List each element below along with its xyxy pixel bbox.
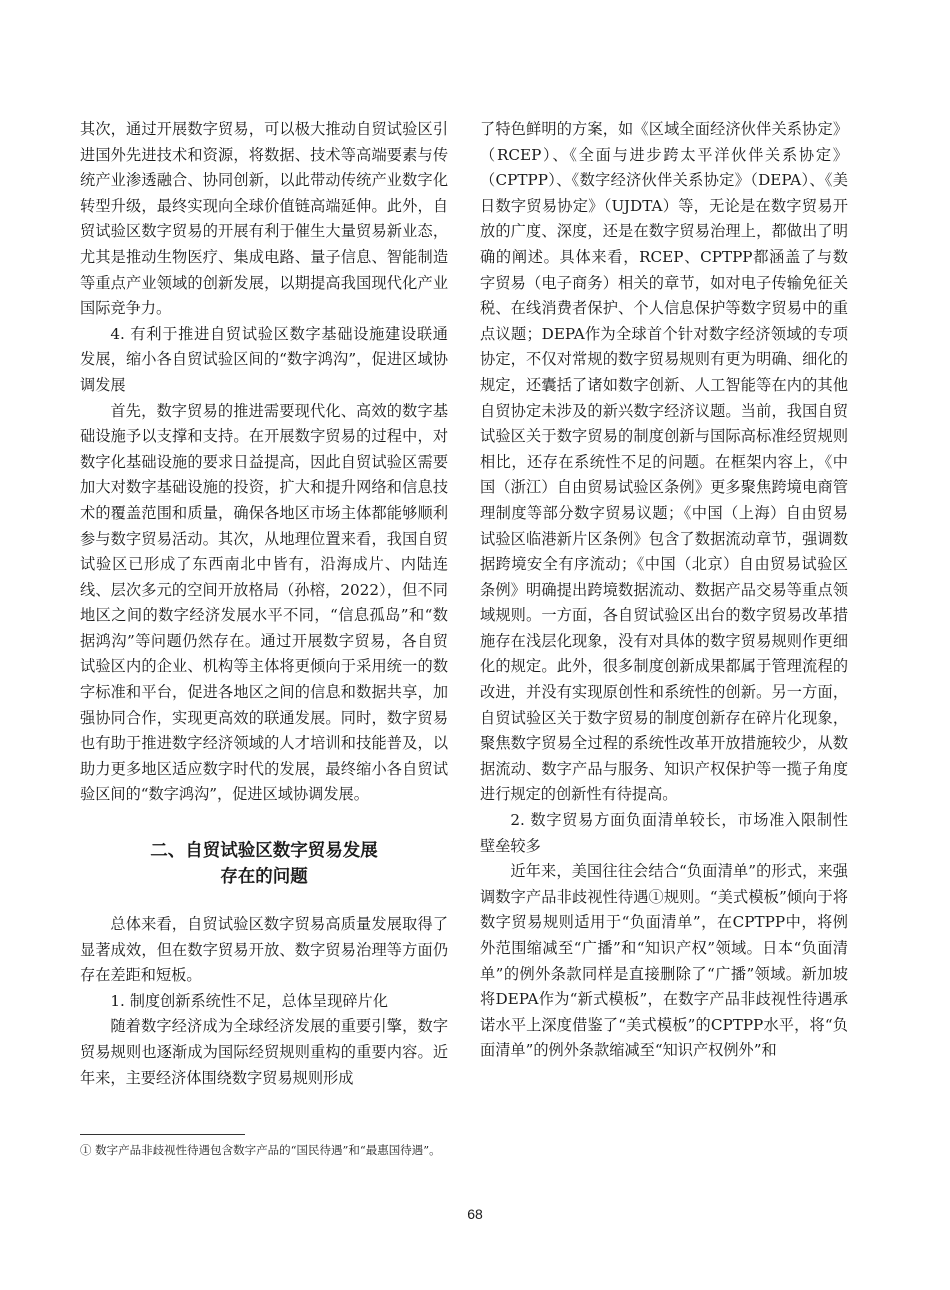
left-paragraph-3: 首先，数字贸易的推进需要现代化、高效的数字基础设施予以支撑和支持。在开展数字贸易的过程中，对数字化基础设施的要求日益提高，因此自贸试验区需要加大对数字基础设施的投资，扩大和提升网络和信息技术的覆盖范围和质量，确保各地区市场主体都能够顺利参与数字贸易活动。其次，从地理位置来看，我国自贸试验区已形成了东西南北中皆有，沿海成片、内陆连线、层次多元的空间开放格局（孙榕，2022），但不同地区之间的数字经济发展水平不同，“信息孤岛”和“数据鸿沟”等问题仍然存在。通过开展数字贸易，各自贸试验区内的企业、机构等主体将更倾向于采用统一的数字标准和平台，促进各地区之间的信息和数据共享，加强协同合作，实现更高效的联通发展。同时，数字贸易也有助于推进数字经济领域的人才培训和技能普及，以助力更多地区适应数字时代的发展，最终缩小各自贸试验区间的“数字鸿沟”，促进区域协调发展。 — [80, 401, 448, 804]
left-paragraph-1: 其次，通过开展数字贸易，可以极大推动自贸试验区引进国外先进技术和资源，将数据、技术等高端要素与传统产业渗透融合、协同创新，以此带动传统产业数字化转型升级，最终实现向全球价值链高端延伸。此外，自贸试验区数字贸易的开展有利于催生大量贸易新业态，尤其是推动生物医疗、集成电路、量子信息、智能制造等重点产业领域的创新发展，以期提高我国现代化产业国际竞争力。 — [80, 120, 448, 318]
section-title-line2: 存在的问题 — [220, 867, 308, 888]
left-paragraph-6: 随着数字经济成为全球经济发展的重要引擎，数字贸易规则也逐渐成为国际经贸规则重构的重要内容。近年来，主要经济体围绕数字贸易规则形成 — [80, 1017, 448, 1087]
section-title-line1: 二、自贸试验区数字贸易发展 — [150, 841, 378, 862]
left-column — [80, 117, 448, 1091]
subheading-2: 2. 数字贸易方面负面清单较长，市场准入限制性壁垒较多 — [480, 811, 848, 855]
left-paragraph-4: 总体来看，自贸试验区数字贸易高质量发展取得了显著成效，但在数字贸易开放、数字贸易治理等方面仍存在差距和短板。 — [80, 915, 448, 985]
section-title — [80, 838, 448, 890]
right-column — [480, 117, 848, 1064]
subheading-1: 1. 制度创新系统性不足，总体呈现碎片化 — [110, 991, 388, 1010]
footnote-divider — [80, 1134, 245, 1135]
page-number: 68 — [467, 1206, 483, 1222]
right-paragraph-3: 近年来，美国往往会结合“负面清单”的形式，来强调数字产品非歧视性待遇①规则。“美式模板”倾向于将数字贸易规则适用于“负面清单”，在CPTPP中，将例外范围缩减至“广播”和“知识产权”领域。日本“负面清单”的例外条款同样是直接删除了“广播”领域。新加坡将DEPA作为“新式模板”，在数字产品非歧视性待遇承诺水平上深度借鉴了“美式模板”的CPTPP水平，将“负面清单”的例外条款缩减至“知识产权例外”和 — [480, 862, 848, 1060]
right-paragraph-1: 了特色鲜明的方案，如《区域全面经济伙伴关系协定》（RCEP）、《全面与进步跨太平洋伙伴关系协定》（CPTPP）、《数字经济伙伴关系协定》（DEPA）、《美日数字贸易协定》（UJDTA）等，无论是在数字贸易开放的广度、深度，还是在数字贸易治理上，都做出了明确的阐述。具体来看，RCEP、CPTPP都涵盖了与数字贸易（电子商务）相关的章节，如对电子传输免征关税、在线消费者保护、个人信息保护等数字贸易中的重点议题；DEPA作为全球首个针对数字经济领域的专项协定，不仅对常规的数字贸易规则有更为明确、细化的规定，还囊括了诸如数字创新、人工智能等在内的其他自贸协定未涉及的新兴数字经济议题。当前，我国自贸试验区关于数字贸易的制度创新与国际高标准经贸规则相比，还存在系统性不足的问题。在框架内容上，《中国（浙江）自由贸易试验区条例》更多聚焦跨境电商管理制度等部分数字贸易议题；《中国（上海）自由贸易试验区临港新片区条例》包含了数据流动章节，强调数据跨境安全有序流动；《中国（北京）自由贸易试验区条例》明确提出跨境数据流动、数据产品交易等重点领域规则。一方面，各自贸试验区出台的数字贸易改革措施存在浅层化现象，没有对具体的数字贸易规则作更细化的规定。此外，很多制度创新成果都属于管理流程的改进，并没有实现原创性和系统性的创新。另一方面，自贸试验区关于数字贸易的制度创新存在碎片化现象，聚焦数字贸易全过程的系统性改革开放措施较少，从数据流动、数字产品与服务、知识产权保护等一揽子角度进行规定的创新性有待提高。 — [480, 120, 848, 804]
footnote: ① 数字产品非歧视性待遇包含数字产品的“国民待遇”和“最惠国待遇”。 — [80, 1143, 441, 1157]
subheading-4: 4. 有利于推进自贸试验区数字基础设施建设联通发展，缩小各自贸试验区间的“数字鸿沟”，促进区域协调发展 — [80, 324, 448, 394]
